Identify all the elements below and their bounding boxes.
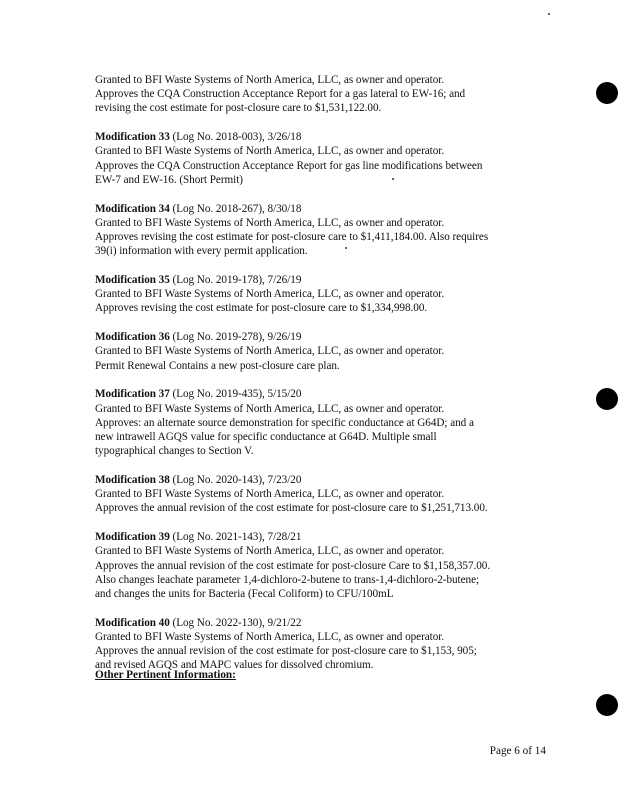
- modification-title: Modification 36: [95, 331, 170, 344]
- modification-title: Modification 33: [95, 131, 170, 144]
- document-body: [95, 73, 555, 687]
- modification-entry: [95, 202, 555, 259]
- entry-line: Approves the CQA Construction Acceptance Report for a gas lateral to EW-16; and: [95, 88, 466, 101]
- entry-line: Approves the annual revision of the cost estimate for post-closure care to $1,251,713.00.: [95, 502, 488, 515]
- intro-entry: [95, 73, 555, 116]
- modification-details: (Log No. 2018-003), 3/26/18: [169, 131, 302, 144]
- modification-details: (Log No. 2022-130), 9/21/22: [169, 616, 302, 629]
- entry-line: Granted to BFI Waste Systems of North America, LLC, as owner and operator.: [95, 145, 445, 158]
- entry-line: Granted to BFI Waste Systems of North America, LLC, as owner and operator.: [95, 631, 445, 644]
- modification-details: (Log No. 2018-267), 8/30/18: [169, 202, 302, 215]
- modification-details: (Log No. 2020-143), 7/23/20: [169, 474, 302, 487]
- entry-line: Also changes leachate parameter 1,4-dichloro-2-butene to trans-1,4-dichloro-2-butene;: [95, 573, 480, 586]
- modification-heading: [95, 387, 555, 401]
- modification-title: Modification 37: [95, 388, 170, 401]
- punch-hole-mark: [596, 82, 618, 104]
- modification-entry: [95, 387, 555, 458]
- entry-line: Granted to BFI Waste Systems of North America, LLC, as owner and operator.: [95, 74, 445, 86]
- entry-line: Granted to BFI Waste Systems of North America, LLC, as owner and operator.: [95, 216, 445, 229]
- entry-line: Granted to BFI Waste Systems of North America, LLC, as owner and operator.: [95, 288, 445, 301]
- modification-entry: [95, 530, 555, 601]
- entry-line: Approves: an alternate source demonstration for specific conductance at G64D; and a: [95, 416, 474, 429]
- modification-heading: [95, 330, 555, 344]
- entry-line: Approves revising the cost estimate for post-closure care to $1,411,184.00. Also requires: [95, 231, 489, 244]
- modification-heading: [95, 273, 555, 287]
- entry-line: EW-7 and EW-16. (Short Permit): [95, 173, 243, 186]
- entry-line: Granted to BFI Waste Systems of North America, LLC, as owner and operator.: [95, 345, 445, 358]
- modification-entry: [95, 130, 555, 187]
- entry-line: Approves revising the cost estimate for post-closure care to $1,334,998.00.: [95, 302, 428, 315]
- punch-hole-mark: [596, 388, 618, 410]
- entry-line: Granted to BFI Waste Systems of North America, LLC, as owner and operator.: [95, 545, 445, 558]
- scan-speck: [548, 13, 550, 15]
- modification-heading: [95, 473, 555, 487]
- modification-heading: [95, 530, 555, 544]
- modification-heading: [95, 130, 555, 144]
- modification-title: Modification 38: [95, 474, 170, 487]
- modification-entry: [95, 273, 555, 316]
- entry-line: Approves the CQA Construction Acceptance Report for gas line modifications between: [95, 159, 483, 172]
- modification-heading: [95, 616, 555, 630]
- entry-line: Granted to BFI Waste Systems of North America, LLC, as owner and operator.: [95, 402, 445, 415]
- modification-entry: [95, 330, 555, 373]
- entry-line: 39(i) information with every permit application.: [95, 245, 308, 258]
- page-number: Page 6 of 14: [489, 745, 546, 757]
- modification-details: (Log No. 2019-435), 5/15/20: [169, 388, 302, 401]
- entry-line: new intrawell AGQS value for specific conductance at G64D. Multiple small: [95, 431, 437, 444]
- modification-title: Modification 39: [95, 531, 170, 544]
- modification-entry: [95, 616, 555, 673]
- modification-details: (Log No. 2019-178), 7/26/19: [169, 274, 302, 287]
- modification-entry: [95, 473, 555, 516]
- modification-details: (Log No. 2021-143), 7/28/21: [169, 531, 302, 544]
- modification-title: Modification 34: [95, 202, 170, 215]
- entry-line: typographical changes to Section V.: [95, 445, 254, 458]
- modification-title: Modification 40: [95, 616, 170, 629]
- modification-heading: [95, 202, 555, 216]
- entry-line: Approves the annual revision of the cost estimate for post-closure Care to $1,158,357.00.: [95, 559, 491, 572]
- entry-line: and revised AGQS and MAPC values for dissolved chromium.: [95, 659, 374, 672]
- entry-line: revising the cost estimate for post-closure care to $1,531,122.00.: [95, 102, 382, 115]
- entry-line: Approves the annual revision of the cost estimate for post-closure care to $1,153, 905;: [95, 645, 477, 658]
- modification-details: (Log No. 2019-278), 9/26/19: [169, 331, 302, 344]
- punch-hole-mark: [596, 694, 618, 716]
- other-info-heading: Other Pertinent Information:: [95, 669, 236, 681]
- entry-line: and changes the units for Bacteria (Fecal Coliform) to CFU/100mL: [95, 588, 394, 601]
- entry-line: Permit Renewal Contains a new post-closure care plan.: [95, 359, 340, 372]
- modification-title: Modification 35: [95, 274, 170, 287]
- entry-line: Granted to BFI Waste Systems of North America, LLC, as owner and operator.: [95, 488, 445, 501]
